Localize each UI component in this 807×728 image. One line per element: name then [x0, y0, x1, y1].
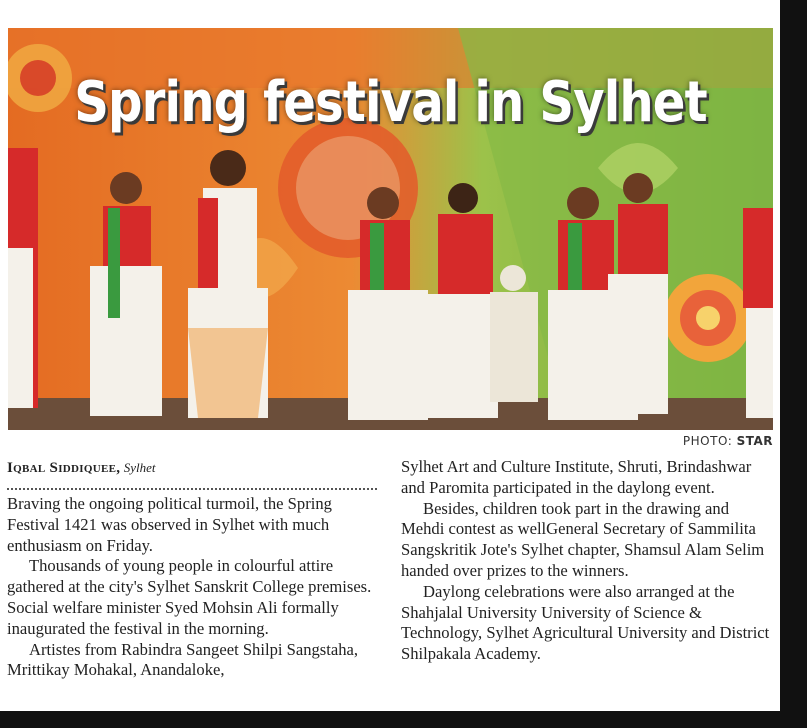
photo-credit — [683, 434, 773, 448]
photo-credit-label: PHOTO: — [682, 434, 733, 448]
article-column-2 — [401, 457, 773, 665]
page-edge-right — [780, 0, 807, 728]
page-edge-bottom — [0, 711, 807, 728]
paragraph: Daylong celebrations were also arranged at the Shahjalal University University of Science & Technology, Sylhet Agricultural University and District Shilpakala Academy. — [401, 581, 770, 664]
paragraph: Thousands of young people in colourful attire gathered at the city's Sylhet Sanskrit College premises. Social welfare minister Syed Mohsin Ali formally inaugurated the festival in the morning. — [7, 556, 372, 638]
photo-credit-source: STAR — [736, 434, 773, 448]
paragraph: Sylhet Art and Culture Institute, Shruti, Brindashwar and Paromita participated in the daylong event. — [401, 457, 752, 497]
byline-name: Iqbal Siddiquee, — [7, 460, 121, 476]
paragraph: Braving the ongoing political turmoil, the Spring Festival 1421 was observed in Sylhet with much enthusiasm on Friday. — [7, 494, 332, 555]
byline-divider — [7, 488, 377, 490]
byline — [7, 458, 379, 478]
headline: Spring festival in Sylhet — [74, 70, 707, 135]
paragraph: Besides, children took part in the drawing and Mehdi contest as wellGeneral Secretary of Sammilita Sangskritik Jote's Sylhet chapter, Shamsul Alam Selim handed over prizes to the winners. — [401, 498, 765, 580]
paragraph: Artistes from Rabindra Sangeet Shilpi Sangstaha, Mrittikay Mohakal, Anandaloke, — [7, 639, 359, 680]
article-column-1 — [7, 458, 379, 681]
festival-photo — [8, 28, 773, 430]
byline-place: Sylhet — [123, 460, 156, 475]
